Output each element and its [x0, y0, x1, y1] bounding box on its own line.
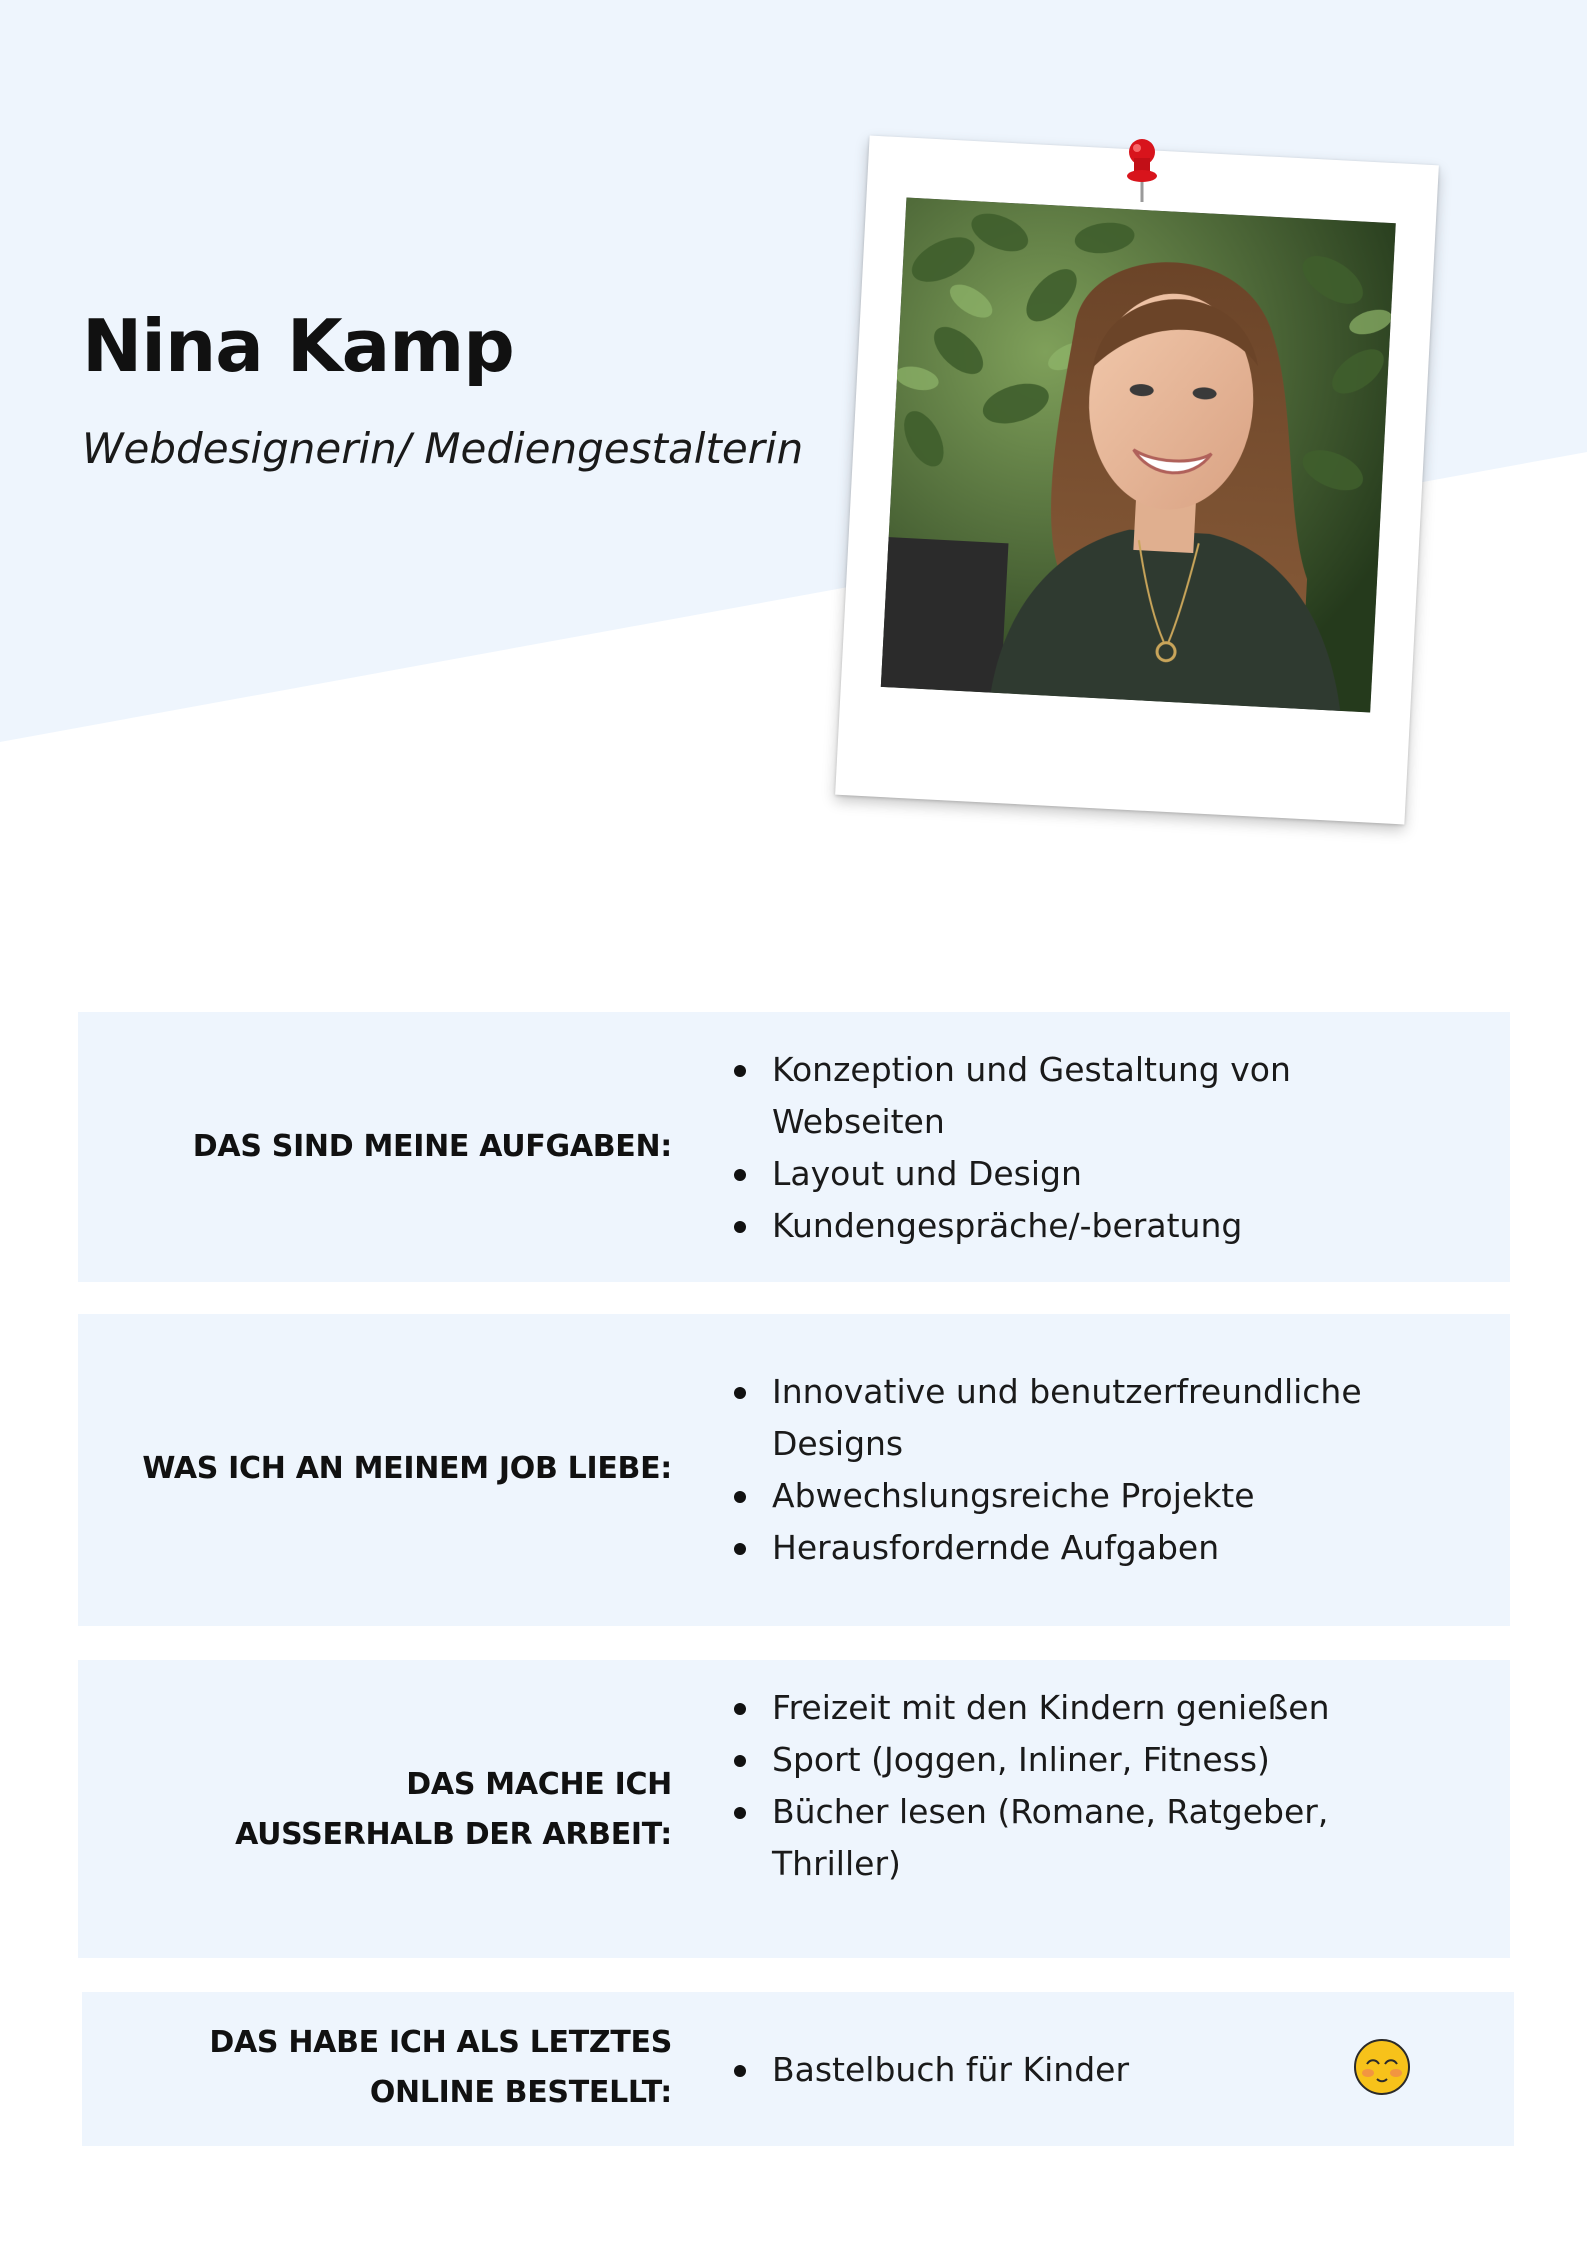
section-last-order — [82, 1992, 1514, 2146]
list-item: Kundengespräche/-beratung — [732, 1200, 1372, 1252]
bullet-list — [732, 1366, 1372, 1574]
list-item: Bastelbuch für Kinder — [732, 2044, 1129, 2096]
blushing-face-emoji-icon — [1352, 2037, 1412, 2097]
list-item: Freizeit mit den Kindern genießen — [732, 1682, 1372, 1734]
list-item: Herausfordernde Aufgaben — [732, 1522, 1372, 1574]
bullet-list — [732, 1682, 1372, 1890]
profile-photo-illustration — [881, 198, 1396, 713]
bullet-list — [732, 1044, 1372, 1252]
section-label-line: ONLINE BESTELLT: — [369, 2075, 672, 2110]
list-item: Bücher lesen (Romane, Ratgeber, Thriller) — [732, 1786, 1372, 1890]
red-pushpin-icon — [1120, 138, 1164, 204]
person-role: Webdesignerin/ Mediengestalterin — [82, 424, 804, 473]
section-label-line: DAS MACHE ICH — [406, 1767, 672, 1802]
bullet-list — [732, 2044, 1129, 2096]
list-item: Layout und Design — [732, 1148, 1372, 1200]
list-item: Abwechslungsreiche Projekte — [732, 1470, 1372, 1522]
list-item: Innovative und benutzerfreundliche Designs — [732, 1366, 1372, 1470]
section-label — [82, 2018, 672, 2118]
person-name: Nina Kamp — [82, 304, 514, 388]
section-label-line: WAS ICH AN MEINEM JOB LIEBE: — [142, 1451, 672, 1486]
section-label — [78, 1122, 672, 1172]
section-label — [78, 1444, 672, 1494]
section-free-time — [78, 1660, 1510, 1958]
section-label — [78, 1760, 672, 1860]
section-label-line: AUSSERHALB DER ARBEIT: — [235, 1817, 672, 1852]
polaroid-frame — [835, 136, 1439, 825]
profile-photo — [881, 198, 1396, 713]
list-item: Sport (Joggen, Inliner, Fitness) — [732, 1734, 1372, 1786]
section-job-love — [78, 1314, 1510, 1626]
list-item: Konzeption und Gestaltung von Webseiten — [732, 1044, 1372, 1148]
section-label-line: DAS SIND MEINE AUFGABEN: — [192, 1129, 672, 1164]
section-tasks — [78, 1012, 1510, 1282]
section-label-line: DAS HABE ICH ALS LETZTES — [209, 2025, 672, 2060]
